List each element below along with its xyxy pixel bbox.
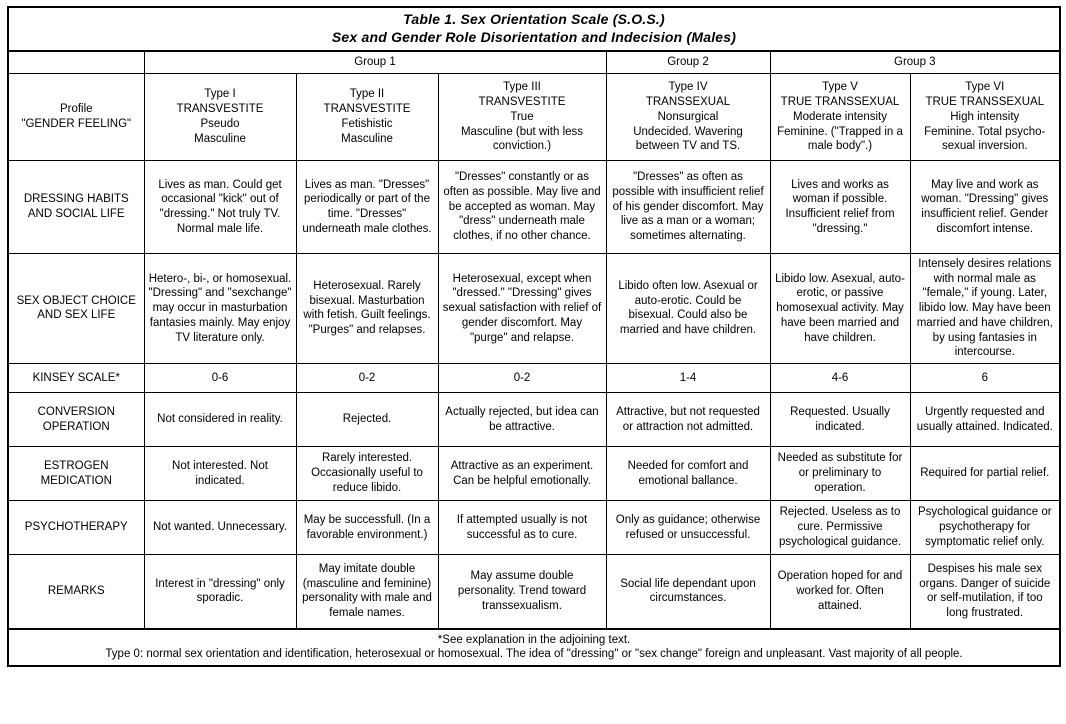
cell-psychotherapy-6: Psychological guidance or psychotherapy for symptomatic relief only. xyxy=(910,501,1060,555)
type-name-3: Type III xyxy=(503,80,541,93)
row-label-dressing-habits: DRESSING HABITS AND SOCIAL LIFE xyxy=(8,160,144,253)
cell-estrogen-medication-1: Not interested. Not indicated. xyxy=(144,447,296,501)
profile-label-line2: "GENDER FEELING" xyxy=(21,117,132,130)
profile-label-line1: Profile xyxy=(59,103,93,116)
cell-dressing-habits-6: May live and work as woman. "Dressing" gives insufficient relief. Gender discomfort intense. xyxy=(910,160,1060,253)
column-header-type-4 xyxy=(606,73,770,160)
type-intensity-1: Pseudo xyxy=(200,117,240,130)
cell-conversion-operation-5: Requested. Usually indicated. xyxy=(770,393,910,447)
type-intensity-5: Moderate intensity xyxy=(793,110,887,123)
column-header-type-2 xyxy=(296,73,438,160)
type-intensity-3: True xyxy=(510,110,534,123)
column-header-type-3 xyxy=(438,73,606,160)
type-intensity-2: Fetishistic xyxy=(341,117,393,130)
cell-kinsey-scale-1: 0-6 xyxy=(144,364,296,393)
cell-sex-object-choice-6: Intensely desires relations with normal male as "female," if young. Later, libido low. May have been married and have children, by using fantasies in intercourse. xyxy=(910,253,1060,363)
footnotes xyxy=(8,629,1060,666)
table-title-line2: Sex and Gender Role Disorientation and Indecision (Males) xyxy=(331,28,737,45)
cell-dressing-habits-3: "Dresses" constantly or as often as possible. May live and be accepted as woman. May "dress" underneath male clothes, if no other chance. xyxy=(438,160,606,253)
cell-dressing-habits-5: Lives and works as woman if possible. Insufficient relief from "dressing." xyxy=(770,160,910,253)
cell-kinsey-scale-4: 1-4 xyxy=(606,364,770,393)
type-note-3: Masculine (but with less conviction.) xyxy=(460,125,584,153)
table-row xyxy=(8,393,1060,447)
cell-conversion-operation-6: Urgently requested and usually attained. Indicated. xyxy=(910,393,1060,447)
cell-conversion-operation-4: Attractive, but not requested or attraction not admitted. xyxy=(606,393,770,447)
row-label-kinsey-scale: KINSEY SCALE* xyxy=(8,364,144,393)
footnote-line2: Type 0: normal sex orientation and identification, heterosexual or homosexual. The idea of "dressing" or "sex change" foreign and unpleasant. Vast majority of all people. xyxy=(105,648,963,661)
profile-header-row xyxy=(8,73,1060,160)
cell-remarks-3: May assume double personality. Trend toward transsexualism. xyxy=(438,555,606,629)
table-row xyxy=(8,253,1060,363)
table-row xyxy=(8,501,1060,555)
cell-sex-object-choice-4: Libido often low. Asexual or auto-erotic. Could be bisexual. Could also be married and have children. xyxy=(606,253,770,363)
cell-kinsey-scale-6: 6 xyxy=(910,364,1060,393)
cell-conversion-operation-1: Not considered in reality. xyxy=(144,393,296,447)
cell-remarks-1: Interest in "dressing" only sporadic. xyxy=(144,555,296,629)
cell-kinsey-scale-5: 4-6 xyxy=(770,364,910,393)
column-header-type-6 xyxy=(910,73,1060,160)
cell-psychotherapy-2: May be successfull. (In a favorable environment.) xyxy=(296,501,438,555)
type-name-5: Type V xyxy=(822,80,858,93)
group-header-spacer xyxy=(8,51,144,73)
table-row xyxy=(8,447,1060,501)
group-header-group2: Group 2 xyxy=(606,51,770,73)
type-name-1: Type I xyxy=(204,87,236,100)
table-row xyxy=(8,364,1060,393)
type-category-6: TRUE TRANSSEXUAL xyxy=(925,95,1045,108)
table-title xyxy=(8,7,1060,51)
type-note-5: Feminine. ("Trapped in a male body".) xyxy=(777,125,903,153)
type-note-2: Masculine xyxy=(341,132,393,145)
cell-estrogen-medication-5: Needed as substitute for or preliminary to operation. xyxy=(770,447,910,501)
cell-remarks-6: Despises his male sex organs. Danger of suicide or self-mutilation, if too long frustrated. xyxy=(910,555,1060,629)
row-label-remarks: REMARKS xyxy=(8,555,144,629)
cell-remarks-4: Social life dependant upon circumstances. xyxy=(606,555,770,629)
column-header-type-5 xyxy=(770,73,910,160)
table-row xyxy=(8,160,1060,253)
type-intensity-6: High intensity xyxy=(950,110,1020,123)
table-title-row xyxy=(8,7,1060,51)
profile-label-cell xyxy=(8,73,144,160)
type-category-3: TRANSVESTITE xyxy=(478,95,566,108)
cell-remarks-5: Operation hoped for and worked for. Often attained. xyxy=(770,555,910,629)
type-name-2: Type II xyxy=(349,87,385,100)
cell-dressing-habits-1: Lives as man. Could get occasional "kick" out of "dressing." Not truly TV. Normal male life. xyxy=(144,160,296,253)
row-label-psychotherapy: PSYCHOTHERAPY xyxy=(8,501,144,555)
cell-psychotherapy-3: If attempted usually is not successful as to cure. xyxy=(438,501,606,555)
table-row xyxy=(8,555,1060,629)
column-header-type-1 xyxy=(144,73,296,160)
group-header-row xyxy=(8,51,1060,73)
group-header-group1: Group 1 xyxy=(144,51,606,73)
type-category-2: TRANSVESTITE xyxy=(323,102,411,115)
type-category-1: TRANSVESTITE xyxy=(176,102,264,115)
footnote-line1: *See explanation in the adjoining text. xyxy=(437,633,631,646)
type-category-4: TRANSSEXUAL xyxy=(645,95,731,108)
cell-psychotherapy-5: Rejected. Useless as to cure. Permissive psychological guidance. xyxy=(770,501,910,555)
cell-sex-object-choice-1: Hetero-, bi-, or homosexual. "Dressing" and "sexchange" may occur in masturbation fantasies mainly. May enjoy TV literature only. xyxy=(144,253,296,363)
sos-table xyxy=(7,6,1061,667)
row-label-estrogen-medication: ESTROGEN MEDICATION xyxy=(8,447,144,501)
type-note-1: Masculine xyxy=(194,132,246,145)
cell-conversion-operation-3: Actually rejected, but idea can be attractive. xyxy=(438,393,606,447)
type-note-6: Feminine. Total psycho-sexual inversion. xyxy=(924,125,1046,153)
cell-estrogen-medication-3: Attractive as an experiment. Can be helpful emotionally. xyxy=(438,447,606,501)
cell-estrogen-medication-2: Rarely interested. Occasionally useful to reduce libido. xyxy=(296,447,438,501)
table-title-line1: Table 1. Sex Orientation Scale (S.O.S.) xyxy=(403,11,665,27)
cell-conversion-operation-2: Rejected. xyxy=(296,393,438,447)
group-header-group3: Group 3 xyxy=(770,51,1060,73)
cell-sex-object-choice-3: Heterosexual, except when "dressed." "Dressing" gives sexual satisfaction with relief of gender discomfort. May "purge" and relapse. xyxy=(438,253,606,363)
type-name-4: Type IV xyxy=(668,80,708,93)
type-intensity-4: Nonsurgical xyxy=(657,110,719,123)
cell-estrogen-medication-6: Required for partial relief. xyxy=(910,447,1060,501)
cell-dressing-habits-4: "Dresses" as often as possible with insufficient relief of his gender discomfort. May live as a man or a woman; sometimes alternating. xyxy=(606,160,770,253)
row-label-conversion-operation: CONVERSION OPERATION xyxy=(8,393,144,447)
type-note-4: Undecided. Wavering between TV and TS. xyxy=(633,125,743,153)
cell-kinsey-scale-3: 0-2 xyxy=(438,364,606,393)
cell-psychotherapy-1: Not wanted. Unnecessary. xyxy=(144,501,296,555)
cell-psychotherapy-4: Only as guidance; otherwise refused or unsuccessful. xyxy=(606,501,770,555)
cell-remarks-2: May imitate double (masculine and feminine) personality with male and female names. xyxy=(296,555,438,629)
type-name-6: Type VI xyxy=(965,80,1005,93)
footnote-row xyxy=(8,629,1060,666)
cell-sex-object-choice-5: Libido low. Asexual, auto-erotic, or passive homosexual activity. May have been married and have children. xyxy=(770,253,910,363)
row-label-sex-object-choice: SEX OBJECT CHOICE AND SEX LIFE xyxy=(8,253,144,363)
cell-dressing-habits-2: Lives as man. "Dresses" periodically or part of the time. "Dresses" underneath male clothes. xyxy=(296,160,438,253)
type-category-5: TRUE TRANSSEXUAL xyxy=(780,95,900,108)
cell-kinsey-scale-2: 0-2 xyxy=(296,364,438,393)
cell-sex-object-choice-2: Heterosexual. Rarely bisexual. Masturbation with fetish. Guilt feelings. "Purges" and relapses. xyxy=(296,253,438,363)
cell-estrogen-medication-4: Needed for comfort and emotional ballance. xyxy=(606,447,770,501)
